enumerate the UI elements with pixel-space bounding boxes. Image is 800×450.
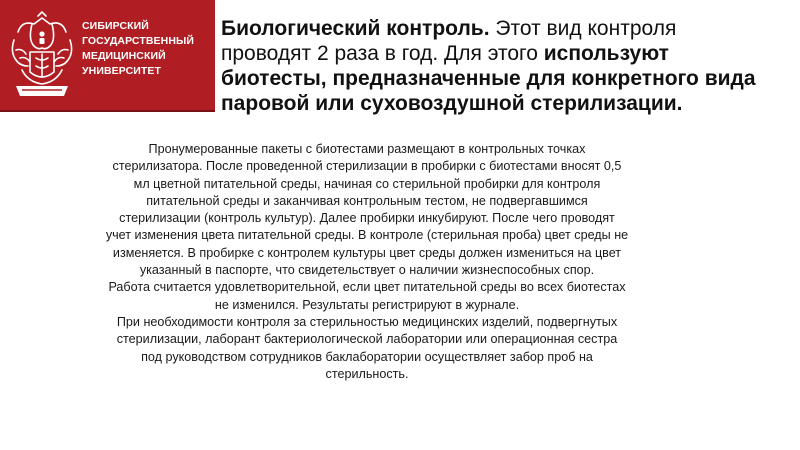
university-header [0, 0, 215, 110]
slide-title-line [221, 41, 800, 66]
body-text-line: указанный в паспорте, что свидетельствует о наличии жизнеспособных спор. [139, 263, 595, 278]
slide-title-bold-run: паровой или суховоздушной стерилизации. [221, 92, 683, 115]
body-text-line: При необходимости контроля за стерильностью медицинских изделий, подвергнутых [116, 314, 618, 329]
slide-body-text [42, 141, 692, 383]
slide-title-line [221, 91, 800, 116]
slide-title-bold-run: биотесты, предназначенные для конкретного вида [221, 67, 756, 90]
body-text-line: стерилизации (контроль культур). Далее пробирки инкубируют. После чего проводят [119, 211, 615, 226]
body-text-line: под руководством сотрудников баклаборатории осуществляет забор проб на [141, 349, 593, 364]
university-name [82, 19, 214, 79]
slide-title-bold-run: Биологический контроль. [221, 17, 490, 40]
body-text-line: мл цветной питательной среды, начиная со стерильной пробирки для контроля [133, 176, 601, 191]
body-text-line: Работа считается удовлетворительной, если цвет питательной среды во всех биотестах [108, 280, 626, 295]
university-name-line: СИБИРСКИЙ [82, 20, 149, 32]
slide-title-line [221, 66, 800, 91]
slide-title-run: проводят 2 раза в год. Для этого [221, 42, 544, 65]
body-text-line: стерильность. [325, 366, 409, 381]
slide-title-run: Этот вид контроля [489, 17, 677, 40]
body-text-line: учет изменения цвета питательной среды. В контроле (стерильная проба) цвет среды не [105, 228, 629, 243]
university-crest-icon [8, 10, 76, 100]
slide-title-bold-run: используют [543, 42, 669, 65]
body-text-line: стерилизации, лаборант бактериологической лаборатории или операционная сестра [116, 332, 618, 347]
body-text-line: не изменился. Результаты регистрируют в журнале. [214, 297, 520, 312]
body-text-line: питательной среды и заканчивая контрольным тестом, не подвергавшимся [146, 193, 588, 208]
university-name-line: ГОСУДАРСТВЕННЫЙ [82, 35, 195, 47]
body-text-line: Пронумерованные пакеты с биотестами размещают в контрольных точках [148, 142, 586, 156]
slide-title [221, 16, 800, 116]
body-text-line: стерилизатора. После проведенной стерилизации в пробирки с биотестами вносят 0,5 [112, 159, 622, 174]
university-name-line: УНИВЕРСИТЕТ [82, 65, 162, 77]
body-text-line: изменяется. В пробирке с контролем культуры цвет среды должен измениться на цвет [112, 245, 622, 260]
university-name-line: МЕДИЦИНСКИЙ [82, 50, 166, 62]
slide-title-line [221, 16, 800, 41]
